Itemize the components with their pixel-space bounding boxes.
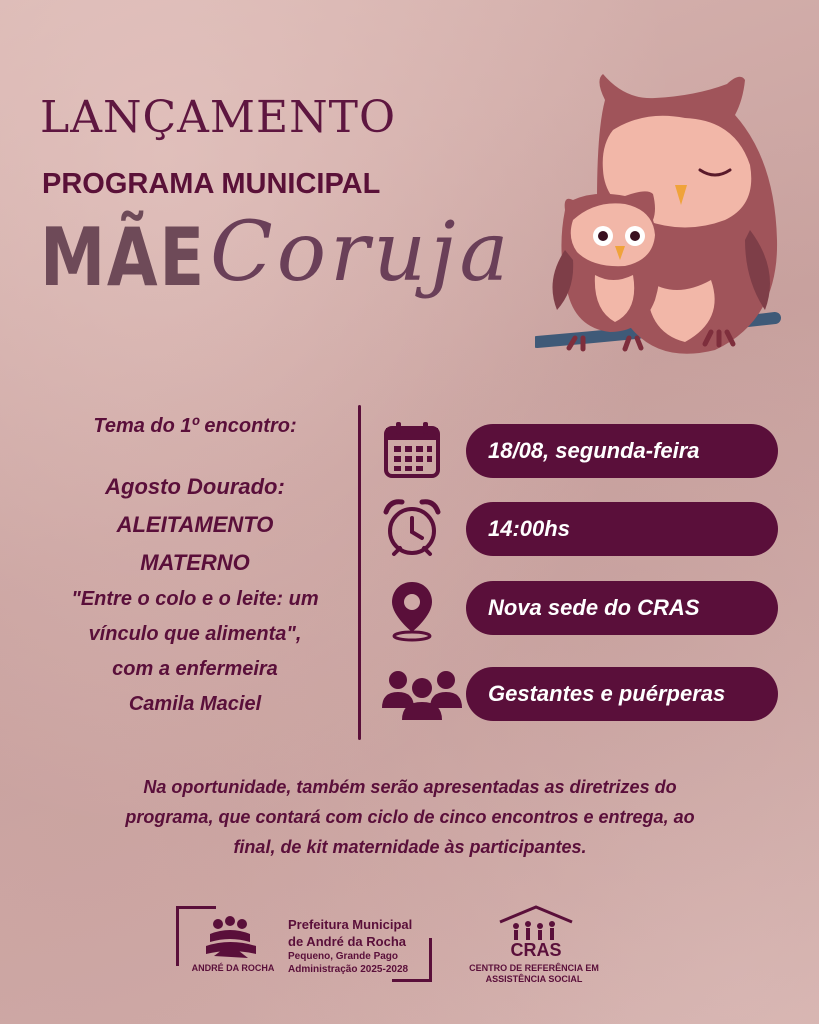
cras-sub-line: CENTRO DE REFERÊNCIA EM — [469, 963, 599, 973]
theme-title — [30, 468, 360, 582]
theme-desc-line: com a enfermeira — [112, 658, 278, 680]
theme-title-line: ALEITAMENTO — [116, 512, 274, 537]
cras-sub-line: ASSISTÊNCIA SOCIAL — [485, 974, 583, 984]
audience-pill: Gestantes e puérperas — [466, 667, 778, 721]
prefecture-block — [288, 916, 412, 976]
owl-illustration — [535, 70, 795, 370]
cras-logo — [494, 904, 578, 960]
cras-acronym: CRAS — [510, 940, 562, 960]
city-emblem-icon — [200, 914, 264, 966]
theme-description — [30, 582, 360, 722]
city-name: ANDRÉ DA ROCHA — [191, 963, 275, 973]
location-pill: Nova sede do CRAS — [466, 581, 778, 635]
prefecture-admin: Administração 2025-2028 — [288, 964, 409, 975]
prefecture-line: Prefeitura Municipal — [288, 917, 413, 932]
footer-line: final, de kit maternidade às participantes. — [233, 837, 587, 857]
people-group-icon — [378, 660, 466, 724]
title-launch: LANÇAMENTO — [40, 92, 397, 143]
footer-line: Na oportunidade, também serão apresentadas as diretrizes do — [143, 777, 677, 797]
footer-line: programa, que contará com ciclo de cinco encontros e entrega, ao — [125, 807, 695, 827]
theme-desc-line: Camila Maciel — [128, 693, 262, 715]
location-pin-icon — [380, 578, 444, 642]
theme-label: Tema do 1º encontro: — [93, 415, 297, 437]
title-program: PROGRAMA MUNICIPAL — [42, 168, 381, 200]
theme-section — [30, 415, 360, 722]
theme-desc-line: "Entre o colo e o leite: um — [71, 588, 319, 610]
date-pill: 18/08, segunda-feira — [466, 424, 778, 478]
prefecture-line: de André da Rocha — [288, 934, 406, 949]
theme-title-line: MATERNO — [140, 550, 250, 575]
prefecture-slogan: Pequeno, Grande Pago — [288, 951, 399, 962]
footer-text — [40, 772, 780, 862]
vertical-divider — [358, 405, 361, 740]
time-pill: 14:00hs — [466, 502, 778, 556]
theme-desc-line: vínculo que alimenta", — [88, 623, 302, 645]
calendar-icon — [380, 418, 444, 482]
alarm-clock-icon — [380, 496, 444, 560]
cras-subtitle — [458, 963, 610, 985]
theme-title-line: Agosto Dourado: — [105, 474, 285, 499]
title-mae: MÃE — [40, 211, 206, 304]
title-coruja: Coruja — [210, 205, 513, 300]
